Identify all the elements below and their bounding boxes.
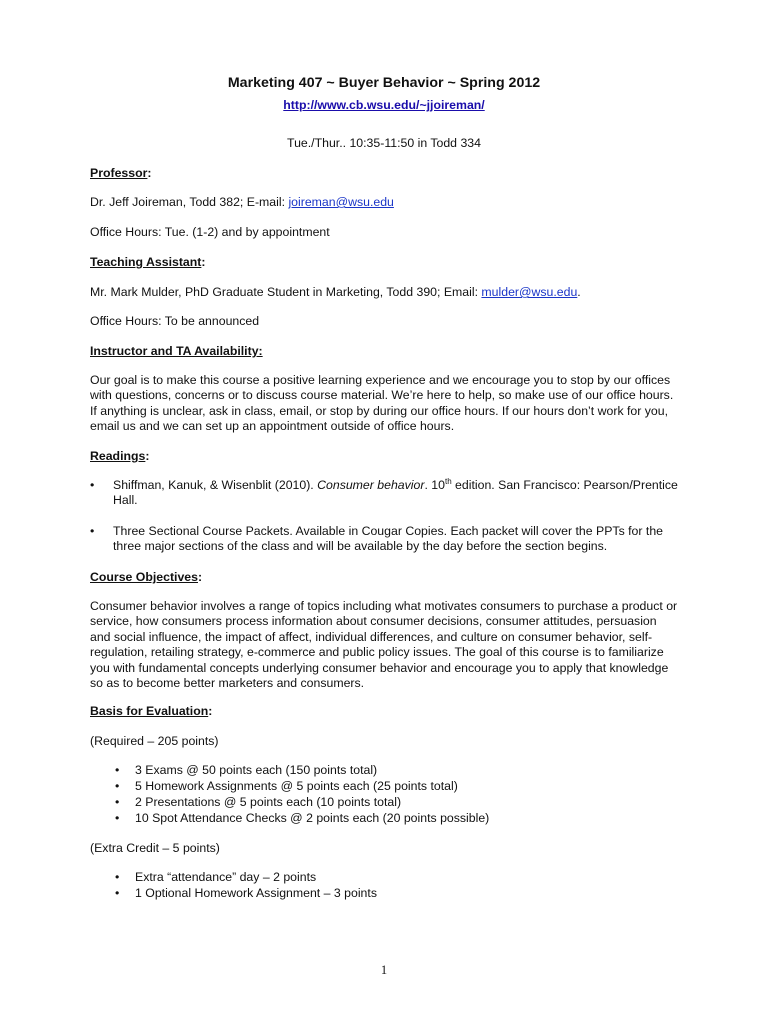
evaluation-heading-line xyxy=(90,704,680,719)
bullet-icon: • xyxy=(90,478,95,492)
ta-email-link[interactable]: mulder@wsu.edu xyxy=(481,285,578,299)
bullet-icon: • xyxy=(115,763,120,777)
extra-item-optional-homework: 1 Optional Homework Assignment – 3 points xyxy=(135,886,377,900)
bullet-icon: • xyxy=(115,779,120,793)
reading-edition-number: . 10 xyxy=(424,478,445,492)
readings-heading-colon: : xyxy=(145,449,150,463)
ta-heading: Teaching Assistant xyxy=(90,255,202,269)
professor-heading-colon: : xyxy=(147,166,152,180)
reading-edition-sup: th xyxy=(444,476,452,486)
class-schedule: Tue./Thur.. 10:35-11:50 in Todd 334 xyxy=(287,136,481,150)
course-url-link[interactable]: http://www.cb.wsu.edu/~jjoireman/ xyxy=(283,98,485,112)
required-points-label: (Required – 205 points) xyxy=(90,734,219,748)
professor-email-link[interactable]: joireman@wsu.edu xyxy=(288,195,394,209)
evaluation-heading-colon: : xyxy=(208,704,213,718)
ta-contact xyxy=(90,285,680,300)
required-item-exams: 3 Exams @ 50 points each (150 points total) xyxy=(135,763,378,777)
ta-contact-period: . xyxy=(577,285,581,299)
course-title: Marketing 407 ~ Buyer Behavior ~ Spring 2012 xyxy=(227,75,541,91)
availability-heading: Instructor and TA Availability: xyxy=(90,344,263,358)
evaluation-heading: Basis for Evaluation xyxy=(90,704,209,718)
objectives-heading: Course Objectives xyxy=(90,570,198,584)
reading-item-packets-text: Three Sectional Course Packets. Available in Cougar Copies. Each packet will cover the PPTs for the three major sections of the class and will be available by the day before the section begins. xyxy=(113,524,663,554)
bullet-icon: • xyxy=(115,795,120,809)
bullet-icon: • xyxy=(115,870,120,884)
professor-contact xyxy=(90,195,680,210)
bullet-icon: • xyxy=(90,524,95,538)
reading-publisher: edition. San Francisco: Pearson/Prentice Hall. xyxy=(113,478,678,508)
required-item-attendance: 10 Spot Attendance Checks @ 2 points each (20 points possible) xyxy=(135,811,490,825)
professor-contact-text: Dr. Jeff Joireman, Todd 382; E-mail: xyxy=(90,195,289,209)
bullet-icon: • xyxy=(115,886,120,900)
objectives-paragraph: Consumer behavior involves a range of topics including what motivates consumers to purchase a product or service, how consumers process information about consumer decisions, consumer attitudes, persuasion and social influence, the impact of affect, individual differences, and culture on consumer behavior, self-regulation, retailing strategy, e-commerce and public policy issues. The goal of this course is to familiarize you with fundamental concepts underlying consumer behavior and encourage you to apply that knowledge so as to become better marketers and consumers. xyxy=(90,599,678,691)
required-item-homework: 5 Homework Assignments @ 5 points each (25 points total) xyxy=(135,779,458,793)
availability-paragraph: Our goal is to make this course a positive learning experience and we encourage you to stop by our offices with questions, concerns or to discuss course material. We’re here to help, so make use of our office hours. If anything is unclear, ask in class, email, or stop by during our office hours. If our hours don’t work for you, email us and we can set up an appointment outside of office hours. xyxy=(90,373,674,434)
ta-heading-line xyxy=(90,255,680,270)
required-item-presentations: 2 Presentations @ 5 points each (10 points total) xyxy=(135,795,402,809)
extra-item-attendance-day: Extra “attendance” day – 2 points xyxy=(135,870,317,884)
extra-credit-label: (Extra Credit – 5 points) xyxy=(90,841,220,855)
ta-office-hours: Office Hours: To be announced xyxy=(90,314,260,328)
ta-heading-colon: : xyxy=(201,255,206,269)
ta-contact-text: Mr. Mark Mulder, PhD Graduate Student in Marketing, Todd 390; Email: xyxy=(90,285,482,299)
bullet-icon: • xyxy=(115,811,120,825)
reading-item-textbook-text xyxy=(113,478,680,509)
course-url-line xyxy=(0,98,768,113)
reading-authors: Shiffman, Kanuk, & Wisenblit (2010). xyxy=(113,478,318,492)
reading-book-title: Consumer behavior xyxy=(317,478,425,492)
professor-heading: Professor xyxy=(90,166,148,180)
objectives-heading-colon: : xyxy=(197,570,203,584)
readings-heading: Readings xyxy=(90,449,146,463)
objectives-heading-line xyxy=(90,570,680,585)
professor-heading-line xyxy=(90,166,680,181)
page-number: 1 xyxy=(380,963,388,977)
professor-office-hours: Office Hours: Tue. (1-2) and by appointment xyxy=(90,225,330,239)
readings-heading-line xyxy=(90,449,680,464)
